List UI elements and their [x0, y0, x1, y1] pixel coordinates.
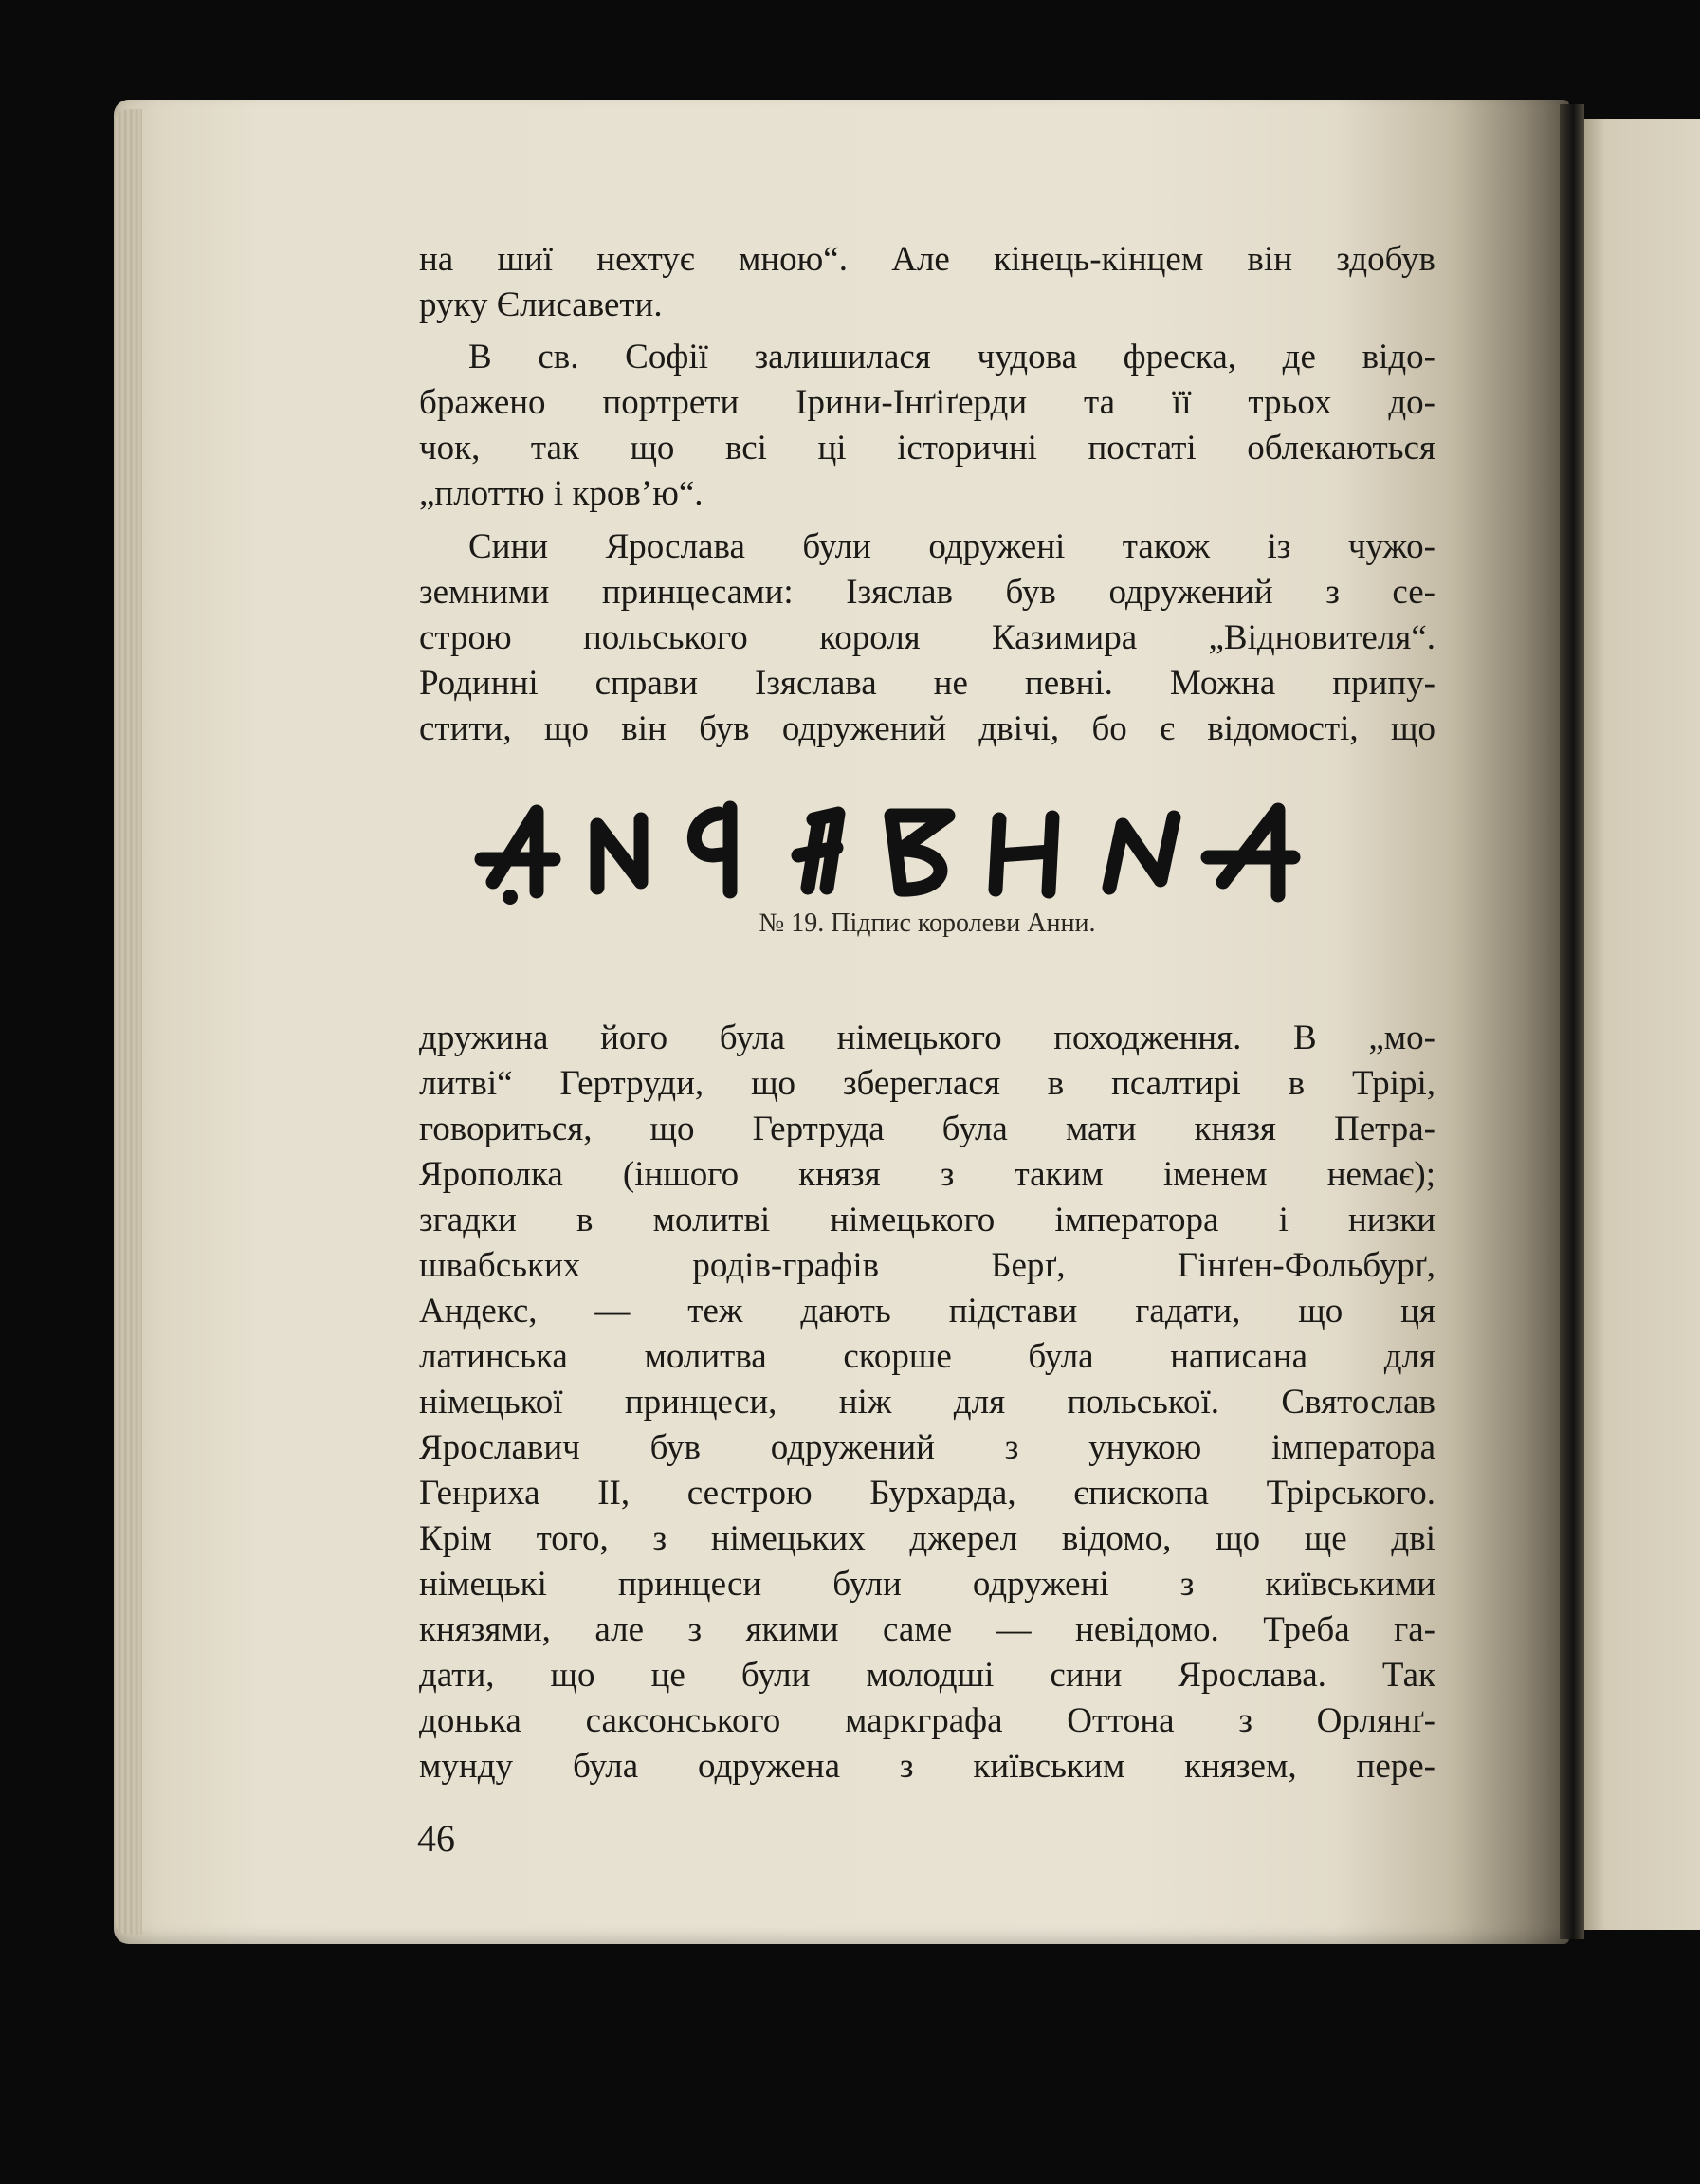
text-line: руку Єлисавети. [419, 285, 663, 324]
text-line: Крім того, з німецьких джерел відомо, що ще дві [419, 1519, 1435, 1558]
book-gutter [1560, 104, 1584, 1939]
page-edge [114, 109, 142, 1935]
text-line: литві“ Гертруди, що збереглася в псалтирі в Трірі, [419, 1064, 1435, 1103]
page-number: 46 [417, 1817, 455, 1860]
text-line: мунду була одружена з київським князем, пере- [419, 1747, 1435, 1786]
text-line: чок, так що всі ці історичні постаті облекаються [419, 429, 1435, 468]
text-line: стити, що він був одружений двічі, бо є відомості, що [419, 709, 1435, 748]
text-line: Ярославич був одружений з унукою імператора [419, 1428, 1435, 1467]
text-line: „плоттю і кров’ю“. [419, 474, 704, 513]
text-line: донька саксонського маркграфа Оттона з Орлянґ- [419, 1701, 1435, 1740]
text-line: німецької принцеси, ніж для польської. Святослав [419, 1383, 1435, 1422]
text-line: згадки в молитві німецького імператора і низки [419, 1201, 1435, 1239]
text-line: латинська молитва скорше була написана для [419, 1337, 1435, 1376]
text-line: говориться, що Гертруда була мати князя Петра- [419, 1110, 1435, 1148]
text-line: швабських родів-графів Берґ, Гінґен-Фольбурґ, [419, 1246, 1435, 1285]
text-line: земними принцесами: Ізяслав був одружений з се- [419, 573, 1435, 612]
text-line: Ярополка (іншого князя з таким іменем немає); [419, 1155, 1435, 1194]
text-line: Генриха II, сестрою Бурхарда, єпископа Трірського. [419, 1474, 1435, 1513]
text-line: дати, що це були молодші сини Ярослава. Так [419, 1656, 1435, 1695]
adjacent-page [1581, 119, 1700, 1930]
text-line: дружина його була німецького походження. В „мо- [419, 1019, 1435, 1057]
text-line: на шиї нехтує мною“. Але кінець-кінцем він здобув [419, 240, 1435, 279]
text-line: строю польського короля Казимира „Відновителя“. [419, 618, 1435, 657]
figure-caption: № 19. Підпис королеви Анни. [759, 908, 1096, 938]
text-line: В св. Софії залишилася чудова фреска, де відо- [468, 338, 1435, 376]
text-line: німецькі принцеси були одружені з київськими [419, 1565, 1435, 1604]
text-line: бражено портрети Ірини-Інґіґерди та її трьох до- [419, 383, 1435, 422]
text-line: Андекс, — теж дають підстави гадати, що ця [419, 1292, 1435, 1331]
signature-figure [455, 776, 1403, 908]
text-line: Родинні справи Ізяслава не певні. Можна припу- [419, 664, 1435, 703]
text-line: Сини Ярослава були одружені також із чужо- [468, 527, 1435, 566]
text-line: князями, але з якими саме — невідомо. Треба га- [419, 1610, 1435, 1649]
